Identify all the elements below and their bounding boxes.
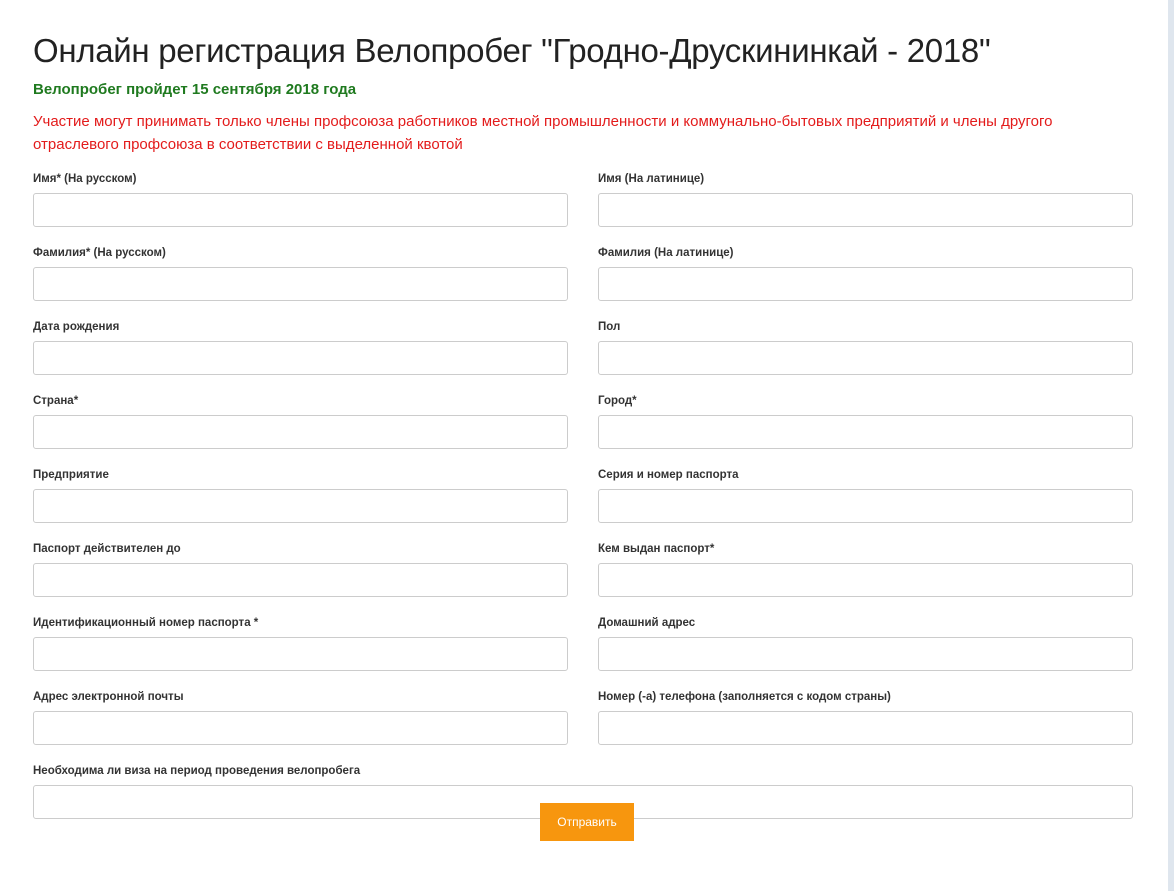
- scrollbar-track[interactable]: [1168, 0, 1174, 891]
- form-row: [33, 465, 1133, 539]
- passport-valid-field: [33, 539, 568, 613]
- home-address-label: Домашний адрес: [598, 617, 696, 629]
- first-name-ru-label: Имя* (На русском): [33, 173, 137, 185]
- city-field: [598, 391, 1133, 465]
- first-name-lat-field: [598, 169, 1133, 243]
- form-header: [33, 30, 1133, 777]
- first-name-lat-input[interactable]: [598, 193, 1133, 227]
- phone-field: [598, 687, 1133, 761]
- passport-id-field: [33, 613, 568, 687]
- passport-number-label: Серия и номер паспорта: [598, 469, 739, 481]
- passport-number-field: [598, 465, 1133, 539]
- passport-issued-by-label: Кем выдан паспорт*: [598, 543, 715, 555]
- company-label: Предприятие: [33, 469, 109, 481]
- form-row: [33, 687, 1133, 761]
- visa-label: Необходима ли виза на период проведения велопробега: [33, 765, 361, 777]
- first-name-ru-input[interactable]: [33, 193, 568, 227]
- passport-issued-by-input[interactable]: [598, 563, 1133, 597]
- last-name-ru-input[interactable]: [33, 267, 568, 301]
- first-name-lat-label: Имя (На латинице): [598, 173, 705, 185]
- country-input[interactable]: [33, 415, 568, 449]
- submit-area: [0, 803, 1174, 841]
- email-label: Адрес электронной почты: [33, 691, 184, 703]
- passport-valid-input[interactable]: [33, 563, 568, 597]
- first-name-ru-field: [33, 169, 568, 243]
- form-row: [33, 317, 1133, 391]
- submit-button[interactable]: Отправить: [540, 803, 634, 841]
- page-title: Онлайн регистрация Велопробег "Гродно-Друскининкай - 2018": [33, 32, 991, 69]
- participation-notice: Участие могут принимать только члены профсоюза работников местной промышленности и коммунально-бытовых предприятий и члены другого отраслевого профсоюза в соответствии с выделенной квотой: [33, 113, 1053, 153]
- city-label: Город*: [598, 395, 637, 407]
- birth-date-input[interactable]: [33, 341, 568, 375]
- home-address-input[interactable]: [598, 637, 1133, 671]
- gender-input[interactable]: [598, 341, 1133, 375]
- passport-valid-label: Паспорт действителен до: [33, 543, 181, 555]
- last-name-lat-field: [598, 243, 1133, 317]
- passport-id-label: Идентификационный номер паспорта *: [33, 617, 259, 629]
- phone-input[interactable]: [598, 711, 1133, 745]
- passport-number-input[interactable]: [598, 489, 1133, 523]
- birth-date-label: Дата рождения: [33, 321, 120, 333]
- form-row: [33, 613, 1133, 687]
- country-field: [33, 391, 568, 465]
- company-input[interactable]: [33, 489, 568, 523]
- form-row: [33, 243, 1133, 317]
- home-address-field: [598, 613, 1133, 687]
- event-date: Велопробег пройдет 15 сентября 2018 года: [33, 81, 357, 98]
- gender-label: Пол: [598, 321, 621, 333]
- city-input[interactable]: [598, 415, 1133, 449]
- email-field: [33, 687, 568, 761]
- country-label: Страна*: [33, 395, 79, 407]
- phone-label: Номер (-а) телефона (заполняется с кодом страны): [598, 691, 891, 703]
- passport-issued-by-field: [598, 539, 1133, 613]
- last-name-ru-label: Фамилия* (На русском): [33, 247, 166, 259]
- company-field: [33, 465, 568, 539]
- last-name-lat-input[interactable]: [598, 267, 1133, 301]
- last-name-ru-field: [33, 243, 568, 317]
- form-row: [33, 169, 1133, 243]
- last-name-lat-label: Фамилия (На латинице): [598, 247, 734, 259]
- passport-id-input[interactable]: [33, 637, 568, 671]
- form-row: [33, 539, 1133, 613]
- email-input[interactable]: [33, 711, 568, 745]
- form-row: [33, 391, 1133, 465]
- registration-form: [33, 169, 1133, 835]
- birth-date-field: [33, 317, 568, 391]
- gender-field: [598, 317, 1133, 391]
